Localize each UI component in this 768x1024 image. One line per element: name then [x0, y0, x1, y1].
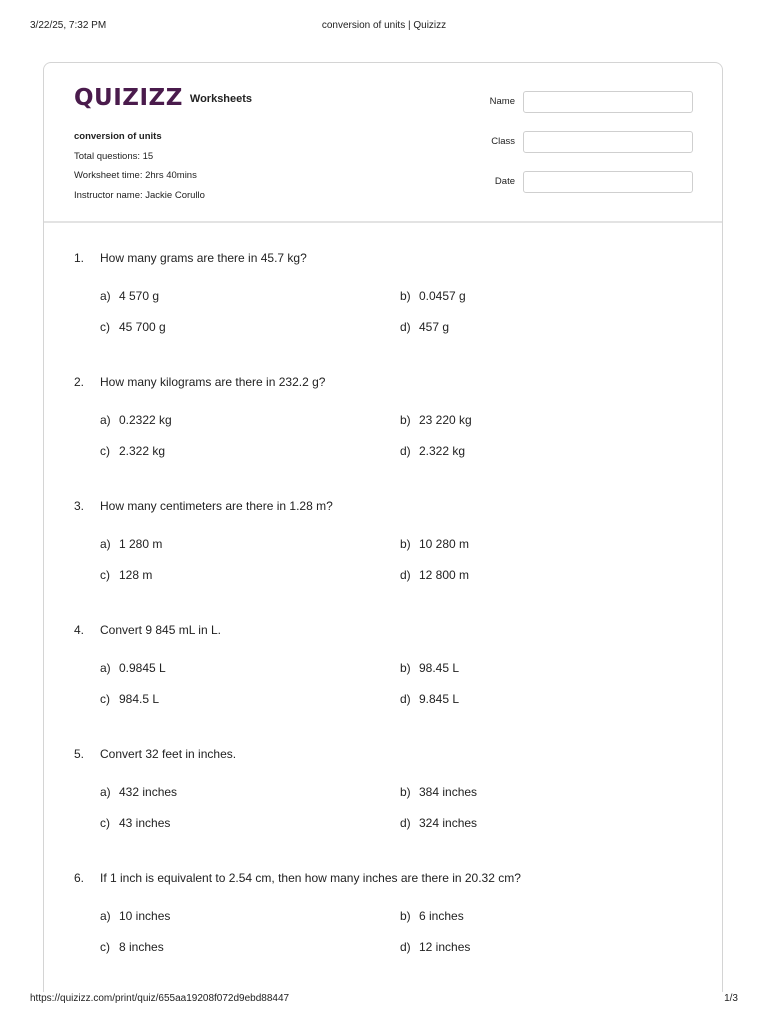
worksheet-title: conversion of units: [74, 131, 162, 142]
option-letter: b): [400, 909, 411, 923]
option-text: 10 280 m: [419, 537, 470, 551]
option-b[interactable]: [400, 785, 477, 801]
print-header: [0, 20, 768, 34]
option-text: 324 inches: [419, 816, 478, 830]
option-text: 432 inches: [119, 785, 178, 799]
option-c[interactable]: [100, 320, 166, 336]
option-letter: c): [100, 320, 110, 334]
question-4: [44, 595, 722, 719]
option-text: 128 m: [119, 568, 153, 582]
question-number: 1.: [74, 251, 85, 265]
option-text: 1 280 m: [119, 537, 163, 551]
option-letter: a): [100, 289, 111, 303]
option-d[interactable]: [400, 568, 469, 584]
print-datetime: 3/22/25, 7:32 PM: [30, 20, 107, 31]
option-a[interactable]: [100, 413, 172, 429]
option-a[interactable]: [100, 537, 162, 553]
option-d[interactable]: [400, 940, 470, 956]
class-label: Class: [491, 136, 515, 147]
option-b[interactable]: [400, 289, 466, 305]
class-input[interactable]: [523, 131, 693, 153]
question-text: How many centimeters are there in 1.28 m?: [100, 499, 333, 513]
option-letter: b): [400, 537, 411, 551]
option-text: 10 inches: [119, 909, 171, 923]
option-letter: b): [400, 413, 411, 427]
option-letter: c): [100, 692, 110, 706]
question-number: 6.: [74, 871, 85, 885]
option-letter: b): [400, 785, 411, 799]
question-text: How many kilograms are there in 232.2 g?: [100, 375, 326, 389]
option-c[interactable]: [100, 444, 165, 460]
question-number: 3.: [74, 499, 85, 513]
brand-subtitle: Worksheets: [189, 93, 253, 105]
option-letter: a): [100, 537, 111, 551]
option-a[interactable]: [100, 289, 159, 305]
option-letter: c): [100, 568, 110, 582]
option-b[interactable]: [400, 909, 464, 925]
option-b[interactable]: [400, 661, 459, 677]
option-text: 12 800 m: [419, 568, 470, 582]
worksheet-header: [44, 63, 722, 223]
option-d[interactable]: [400, 444, 465, 460]
option-text: 45 700 g: [119, 320, 166, 334]
option-letter: c): [100, 816, 110, 830]
option-c[interactable]: [100, 816, 170, 832]
option-b[interactable]: [400, 413, 472, 429]
print-footer: [0, 993, 768, 1007]
question-text: How many grams are there in 45.7 kg?: [100, 251, 307, 265]
question-1: [44, 223, 722, 347]
name-input[interactable]: [523, 91, 693, 113]
option-text: 2.322 kg: [419, 444, 466, 458]
print-url: https://quizizz.com/print/quiz/655aa19208f072d9ebd88447: [30, 993, 290, 1004]
option-letter: d): [400, 320, 411, 334]
class-field-row: [464, 131, 694, 155]
option-d[interactable]: [400, 816, 477, 832]
option-letter: a): [100, 909, 111, 923]
option-a[interactable]: [100, 909, 170, 925]
date-input[interactable]: [523, 171, 693, 193]
option-text: 0.9845 L: [119, 661, 166, 675]
question-5: [44, 719, 722, 843]
option-letter: d): [400, 816, 411, 830]
option-text: 457 g: [419, 320, 450, 334]
worksheet-meta: [74, 127, 205, 205]
question-number: 2.: [74, 375, 85, 389]
option-letter: a): [100, 785, 111, 799]
option-text: 98.45 L: [419, 661, 460, 675]
worksheet-time: Worksheet time: 2hrs 40mins: [74, 170, 197, 181]
question-number: 5.: [74, 747, 85, 761]
option-text: 984.5 L: [119, 692, 160, 706]
option-a[interactable]: [100, 661, 166, 677]
question-text: If 1 inch is equivalent to 2.54 cm, then how many inches are there in 20.32 cm?: [100, 871, 521, 885]
option-d[interactable]: [400, 320, 449, 336]
option-letter: d): [400, 692, 411, 706]
option-d[interactable]: [400, 692, 459, 708]
print-page-number: 1/3: [724, 993, 738, 1004]
option-b[interactable]: [400, 537, 469, 553]
option-text: 9.845 L: [419, 692, 460, 706]
option-text: 0.0457 g: [419, 289, 466, 303]
instructor-name: Instructor name: Jackie Corullo: [74, 189, 205, 201]
option-text: 384 inches: [419, 785, 478, 799]
question-3: [44, 471, 722, 595]
option-text: 8 inches: [119, 940, 164, 954]
option-letter: a): [100, 661, 111, 675]
option-letter: b): [400, 661, 411, 675]
option-a[interactable]: [100, 785, 177, 801]
option-text: 4 570 g: [119, 289, 160, 303]
option-text: 23 220 kg: [419, 413, 472, 427]
question-number: 4.: [74, 623, 85, 637]
worksheet-sheet: [43, 62, 723, 992]
brand: [74, 85, 252, 111]
option-c[interactable]: [100, 568, 152, 584]
quizizz-logo: QUIZIZZ: [74, 85, 183, 111]
date-label: Date: [494, 176, 515, 187]
question-text: Convert 9 845 mL in L.: [100, 623, 221, 637]
option-letter: d): [400, 444, 411, 458]
option-letter: d): [400, 568, 411, 582]
name-label: Name: [489, 96, 515, 107]
option-text: 43 inches: [119, 816, 171, 830]
name-field-row: [464, 91, 694, 115]
question-6: [44, 843, 722, 967]
option-c[interactable]: [100, 692, 159, 708]
option-letter: c): [100, 444, 110, 458]
option-text: 0.2322 kg: [119, 413, 172, 427]
option-letter: b): [400, 289, 411, 303]
print-page-title: conversion of units | Quizizz: [321, 20, 447, 31]
option-letter: c): [100, 940, 110, 954]
option-c[interactable]: [100, 940, 164, 956]
option-letter: a): [100, 413, 111, 427]
question-text: Convert 32 feet in inches.: [100, 747, 237, 761]
option-text: 6 inches: [419, 909, 464, 923]
date-field-row: [464, 171, 694, 195]
option-text: 12 inches: [419, 940, 471, 954]
total-questions: Total questions: 15: [74, 150, 154, 162]
option-letter: d): [400, 940, 411, 954]
question-2: [44, 347, 722, 471]
option-text: 2.322 kg: [119, 444, 166, 458]
